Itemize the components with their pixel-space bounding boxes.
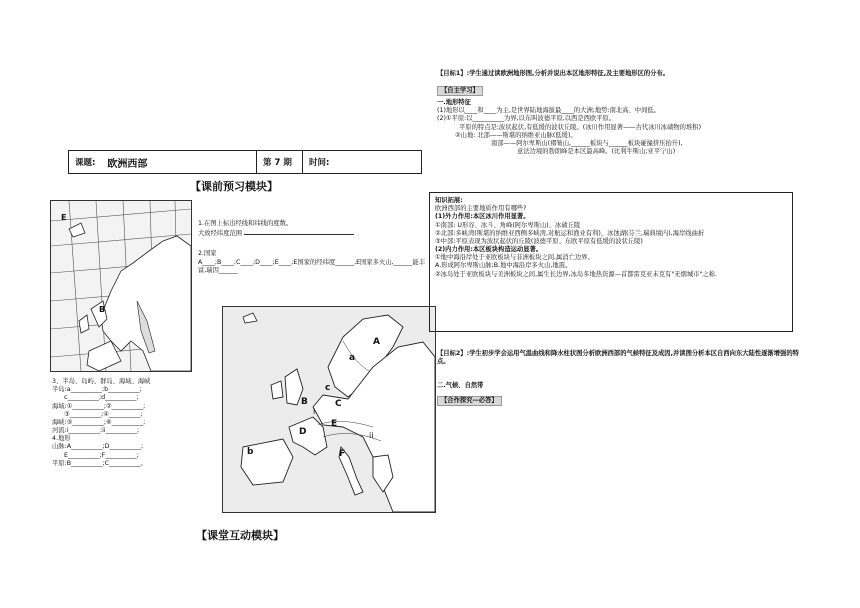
coop-tag: [437, 396, 502, 406]
box-line-6: ①地中海沿岸处于亚欧板块与非洲板块之间,属消亡边界。: [435, 254, 594, 262]
terrain-section: [437, 99, 797, 156]
western-europe-map: [222, 306, 436, 513]
western-europe-map-svg: [223, 307, 435, 512]
climate-heading: 二.气候、自然带: [437, 382, 484, 389]
preview-questions-1: [198, 220, 426, 275]
coop-label: 【合作探究—必答】: [437, 396, 502, 406]
terrain-line-4: ②山地: 北部——斯堪的纳维亚山脉(低缓)。: [455, 131, 577, 139]
goal-2: 【目标2】:学生初步学会运用气温曲线和降水柱状图分析欧洲西部的气候特征及成因,并读图分析本区自西向东大陆性逐渐增强的特点。: [437, 350, 799, 366]
time-cell: [303, 151, 421, 173]
question-4: 4.地形: [52, 435, 71, 443]
map2-label-E: E: [331, 419, 338, 429]
goal-1: 【目标1】:学生通过读欧洲地形图,分析并说出本区地形特征,及主要地形区的分布。: [437, 70, 670, 77]
box-line-8: ②冰岛处于亚欧板块与美洲板块之间,属生长边界,冰岛多地热资源—首都雷克亚未克有"无烟城市"之称.: [435, 270, 717, 278]
issue-cell: [257, 151, 303, 173]
box-line-2: ①南部: U形谷、冰斗、角峰(阿尔卑斯山)、冰碛丘陵: [435, 221, 581, 229]
map2-label-F: F: [339, 449, 346, 459]
question-1: 1.在图上标出经线和纬线的度数。: [198, 220, 293, 227]
topic-title: 欧洲西部: [107, 158, 148, 170]
lesson-header-table: [68, 150, 422, 174]
question-2a: A____;B____;C____;D____;E____;E国家的经纬度______,E国家多火山,______能丰富,瑞因______: [198, 258, 426, 274]
preview-questions-3-4: [52, 378, 220, 468]
question-1b-text: 大致经纬度范围: [198, 230, 243, 238]
europe-grid-map: [50, 200, 192, 372]
map2-label-c: c: [325, 383, 331, 393]
box-line-1: (1)外力作用:本区冰川作用显著。: [435, 213, 530, 221]
map2-label-ii: ii: [369, 431, 374, 440]
self-study-label: 【自主学习】: [437, 86, 483, 96]
box-line-4: ③中部:平原表现为波状起伏的丘陵(波德平原、东欧平原有低缓的波状丘陵): [435, 237, 643, 245]
interactive-module-title: 【课堂互动模块】: [196, 529, 284, 542]
question-3: 3、半岛、岛屿、群岛、海域、海峡: [52, 378, 151, 385]
box-line-5: (2)内力作用:本区板块构造运动显著。: [435, 246, 543, 254]
map2-label-A: A: [373, 337, 380, 347]
question-2: 2.国家: [198, 250, 217, 258]
box-line-7: A.形成阿尔卑斯山脉;B.地中海沿岸多火山,地震。: [435, 262, 572, 270]
box-line-0: 欧洲西部的主要地质作用有哪些?: [435, 205, 527, 213]
knowledge-expansion-box: [429, 192, 793, 332]
map1-label-b: B: [99, 305, 106, 314]
map2-label-i: i: [313, 407, 316, 416]
terrain-line-6: 意法边境的勃朗峰是本区最高峰。(比利牛斯山;亚平宁山): [517, 148, 676, 156]
q3-line-2: 海域:①__________;②__________;: [52, 402, 146, 410]
q3-line-0: 半岛:a__________;b__________;: [52, 386, 142, 394]
question-1b: [198, 228, 426, 238]
self-study-tag: [437, 86, 483, 96]
answer-line: [244, 228, 354, 235]
europe-grid-map-svg: [51, 201, 191, 371]
terrain-line-3: 平原的特点是:波状起伏,有低缓的波状丘陵。(冰川作用显著——古代冰川冰碛物的堆积): [459, 123, 702, 131]
q3-line-3: ③__________;④__________;: [52, 410, 143, 418]
q3-line-1: c__________;d__________;: [52, 394, 139, 402]
q3-line-4: 海峡:⑤__________;⑥__________;: [52, 418, 146, 426]
terrain-line-5: 南部——阿尔卑斯山(褶皱山,______板块与______板块碰撞挤压抬升),: [491, 139, 683, 147]
box-line-3: ②北部:多峡湾(斯堪的纳维亚西侧多峡湾,对航运和渔业有利)、冰蚀湖(芬兰,瑞典境内),海岸线曲折: [435, 229, 705, 237]
map2-label-D: D: [299, 427, 307, 437]
time-label: 时间:: [309, 158, 330, 168]
topic-label: 课题:: [75, 158, 96, 168]
map2-label-b: b: [247, 447, 254, 457]
q4-line-0: 山脉:A__________;D__________;: [52, 443, 144, 451]
box-title: 知识拓展:: [435, 197, 463, 204]
map2-label-C: C: [335, 399, 342, 409]
terrain-heading: 一.地形特征: [437, 99, 471, 106]
q3-line-5: 河流:i__________;ii__________;: [52, 427, 140, 435]
topic-cell: [69, 151, 257, 173]
map2-label-B: B: [301, 397, 308, 407]
issue-number: 第 7 期: [263, 158, 292, 168]
terrain-line-1: (1)地形以____和____为主,是世界陆地海拔最____的大洲;地势:南北高、中间低。: [437, 107, 660, 115]
q4-line-1: E__________;F__________;: [52, 451, 139, 459]
q4-line-2: 平原:B__________;C__________。: [52, 459, 147, 467]
map2-label-a: a: [349, 353, 356, 363]
map1-label-e: E: [61, 213, 67, 222]
terrain-line-2: (2)①平原:以__________为界,以东叫波德平原,以西是西欧平原。: [437, 115, 616, 123]
preview-module-title: 【课前预习模块】: [190, 180, 278, 193]
